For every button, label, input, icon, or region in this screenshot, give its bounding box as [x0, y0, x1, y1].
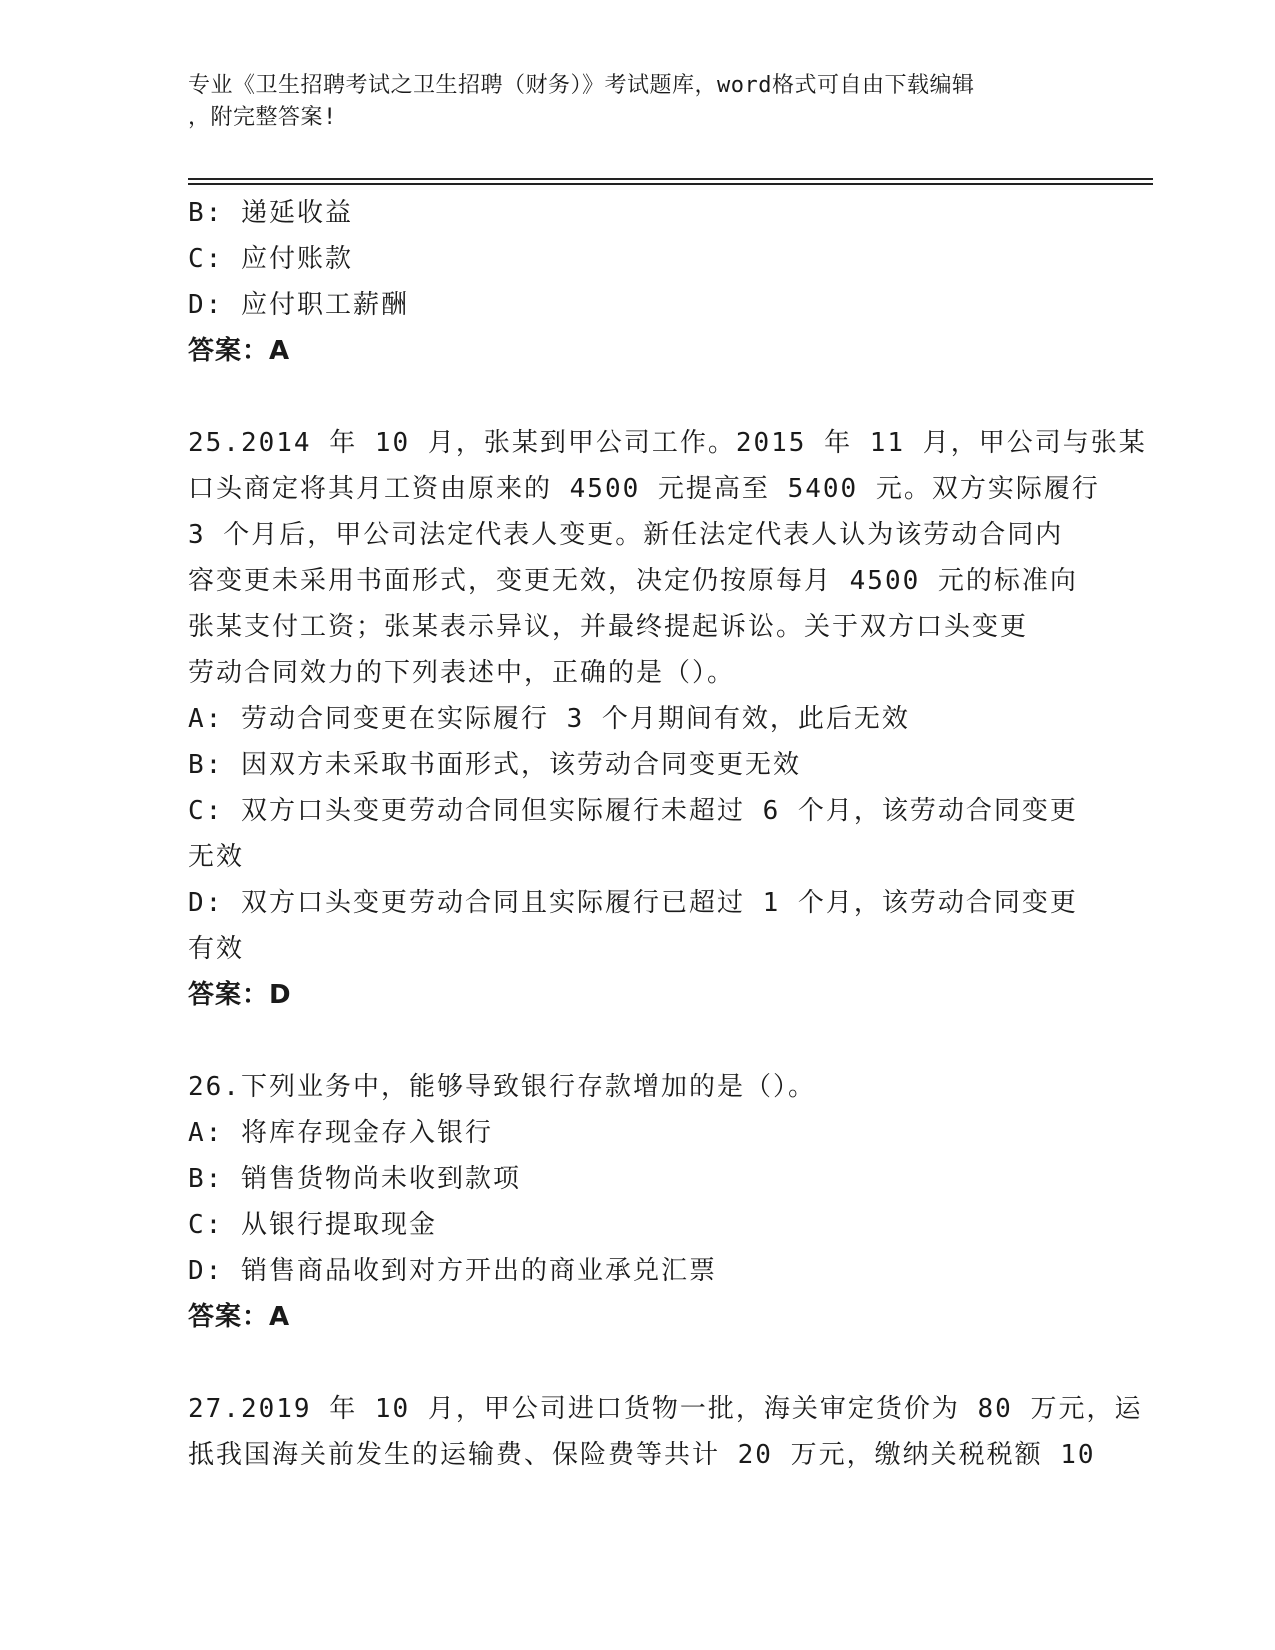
- question-stem: 26.下列业务中，能够导致银行存款增加的是（）。: [188, 1072, 816, 1102]
- question-stem-line: 抵我国海关前发生的运输费、保险费等共计 20 万元，缴纳关税税额 10: [188, 1440, 1096, 1470]
- option-b: B: 因双方未采取书面形式，该劳动合同变更无效: [188, 750, 801, 780]
- header-rule-top: [188, 178, 1153, 180]
- document-header: [188, 70, 1078, 134]
- header-line-1: 专业《卫生招聘考试之卫生招聘（财务）》考试题库，word格式可自由下载编辑: [188, 73, 975, 98]
- header-rule-bottom: [188, 183, 1153, 185]
- question-27: [188, 1386, 1143, 1478]
- header-line-2: ，附完整答案!: [188, 105, 337, 130]
- question-26: [188, 1064, 1088, 1340]
- option-c: C: 应付账款: [188, 244, 353, 274]
- option-d: D: 销售商品收到对方开出的商业承兑汇票: [188, 1256, 717, 1286]
- question-stem-line: 张某支付工资；张某表示异议，并最终提起诉讼。关于双方口头变更: [188, 612, 1029, 642]
- answer: 答案：A: [188, 336, 291, 366]
- question-stem-line: 3 个月后，甲公司法定代表人变更。新任法定代表人认为该劳动合同内: [188, 520, 1064, 550]
- answer: 答案：A: [188, 1302, 291, 1332]
- option-b: B: 销售货物尚未收到款项: [188, 1164, 521, 1194]
- option-a: A: 将库存现金存入银行: [188, 1118, 493, 1148]
- answer: 答案：D: [188, 980, 292, 1010]
- question-stem-line: 劳动合同效力的下列表述中，正确的是（）。: [188, 658, 736, 688]
- question-stem-line: 27.2019 年 10 月，甲公司进口货物一批，海关审定货价为 80 万元，运: [188, 1394, 1143, 1424]
- spacer: [188, 1340, 1088, 1386]
- option-d: D: 应付职工薪酬: [188, 290, 409, 320]
- question-24-tail: [188, 190, 1088, 374]
- option-a: A: 劳动合同变更在实际履行 3 个月期间有效，此后无效: [188, 704, 910, 734]
- question-25: [188, 420, 1147, 1018]
- question-content: [188, 190, 1147, 1478]
- option-c: C: 从银行提取现金: [188, 1210, 437, 1240]
- option-d: D: 双方口头变更劳动合同且实际履行已超过 1 个月，该劳动合同变更: [188, 888, 1078, 918]
- option-b: B: 递延收益: [188, 198, 353, 228]
- spacer: [188, 1018, 1088, 1064]
- question-stem-line: 25.2014 年 10 月，张某到甲公司工作。2015 年 11 月，甲公司与张某: [188, 428, 1147, 458]
- option-c-continued: 无效: [188, 842, 245, 872]
- spacer: [188, 374, 1088, 420]
- option-d-continued: 有效: [188, 934, 245, 964]
- option-c: C: 双方口头变更劳动合同但实际履行未超过 6 个月，该劳动合同变更: [188, 796, 1078, 826]
- question-stem-line: 口头商定将其月工资由原来的 4500 元提高至 5400 元。双方实际履行: [188, 474, 1100, 504]
- question-stem-line: 容变更未采用书面形式，变更无效，决定仍按原每月 4500 元的标准向: [188, 566, 1078, 596]
